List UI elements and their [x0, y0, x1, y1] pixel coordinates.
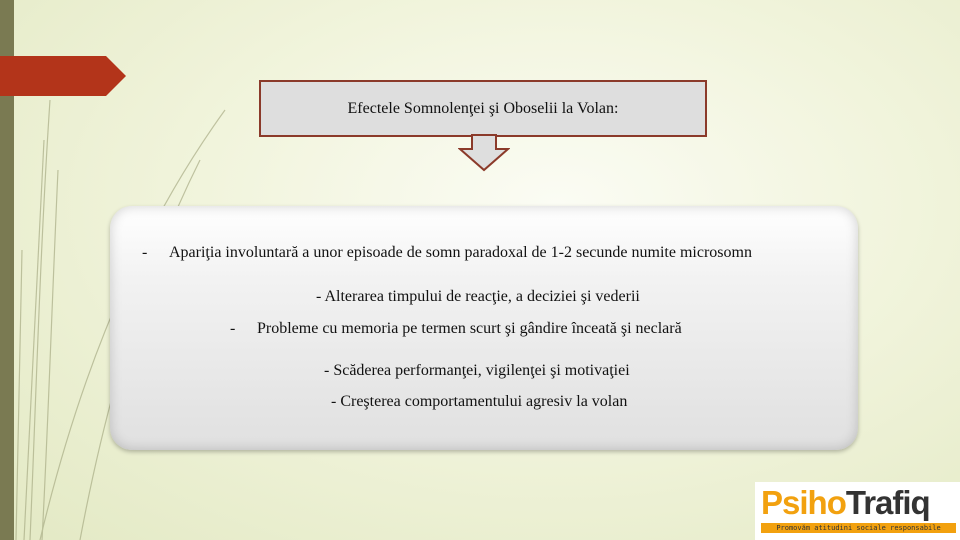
- slide-title: Efectele Somnolenţei şi Oboselii la Volan:: [347, 99, 619, 117]
- logo-tagline: Promovăm atitudini sociale responsabile: [761, 523, 956, 533]
- logo-part-trafiq: Trafiq: [845, 484, 930, 521]
- down-arrow-icon: [458, 134, 510, 172]
- list-item: Probleme cu memoria pe termen scurt şi gândire înceată şi neclară: [257, 320, 682, 337]
- list-item: - Scăderea performanţei, vigilenţei şi motivaţiei: [324, 362, 630, 379]
- psihotrafiq-logo: [755, 482, 960, 540]
- logo-part-psiho: Psiho: [761, 484, 846, 521]
- list-item: - Alterarea timpului de reacţie, a deciziei şi vederii: [316, 288, 640, 305]
- pointer-arrow-icon: [0, 56, 126, 96]
- title-box: [259, 80, 707, 137]
- list-item: Apariţia involuntară a unor episoade de somn paradoxal de 1-2 secunde numite microsomn: [169, 244, 752, 261]
- bullet-dash: -: [142, 244, 148, 261]
- bullet-dash: -: [230, 320, 236, 337]
- list-item: - Creşterea comportamentului agresiv la volan: [331, 393, 628, 410]
- logo-wordmark: [761, 484, 930, 522]
